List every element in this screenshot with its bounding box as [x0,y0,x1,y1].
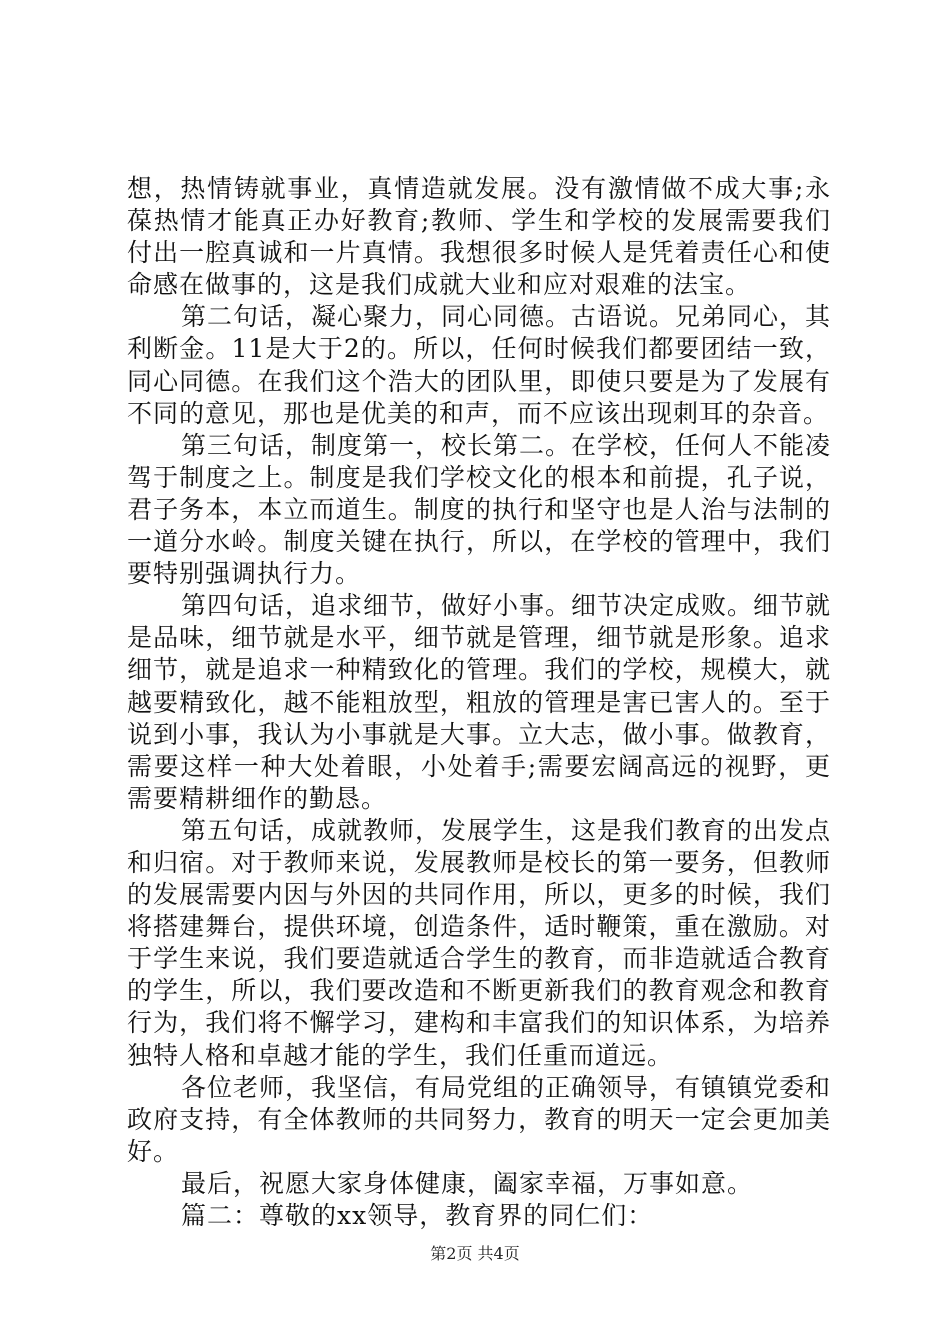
paragraph-fifth-point: 第五句话，成就教师，发展学生，这是我们教育的出发点和归宿。对于教师来说，发展教师是校长的第一要务，但教师的发展需要内因与外因的共同作用，所以，更多的时候，我们将搭建舞台，提供环境，创造条件，适时鞭策，重在激励。对于学生来说，我们要造就适合学生的教育，而非造就适合教育的学生，所以，我们要改造和不断更新我们的教育观念和教育行为，我们将不懈学习，建构和丰富我们的知识体系，为培养独特人格和卓越才能的学生，我们任重而道远。 [127,815,832,1070]
paragraph-second-point: 第二句话，凝心聚力，同心同德。古语说。兄弟同心，其利断金。11是大于2的。所以，任何时候我们都要团结一致，同心同德。在我们这个浩大的团队里，即使只要是为了发展有不同的意见，那也是优美的和声，而不应该出现刺耳的杂音。 [127,302,832,428]
page-number-footer: 第2页 共4页 [430,1244,520,1263]
paragraph-third-point: 第三句话，制度第一，校长第二。在学校，任何人不能凌驾于制度之上。制度是我们学校文化的根本和前提，孔子说，君子务本，本立而道生。制度的执行和坚守也是人治与法制的一道分水岭。制度关键在执行，所以，在学校的管理中，我们要特别强调执行力。 [127,430,832,589]
paragraph-belief: 各位老师，我坚信，有局党组的正确领导，有镇镇党委和政府支持，有全体教师的共同努力，教育的明天一定会更加美好。 [127,1072,832,1166]
paragraph-part-two-heading: 篇二：尊敬的xx领导，教育界的同仁们： [181,1201,654,1230]
paragraph-fourth-point: 第四句话，追求细节，做好小事。细节决定成败。细节就是品味，细节就是水平，细节就是管理，细节就是形象。追求细节，就是追求一种精致化的管理。我们的学校，规模大，就越要精致化，越不能粗放型，粗放的管理是害已害人的。至于说到小事，我认为小事就是大事。立大志，做小事。做教育，需要这样一种大处着眼，小处着手;需要宏阔高远的视野，更需要精耕细作的勤恳。 [127,591,832,813]
document-body [127,173,831,1232]
paragraph-closing-wish: 最后，祝愿大家身体健康，阖家幸福，万事如意。 [181,1168,754,1198]
paragraph-continuation: 想，热情铸就事业，真情造就发展。没有激情做不成大事;永葆热情才能真正办好教育;教师、学生和学校的发展需要我们付出一腔真诚和一片真情。我想很多时候人是凭着责任心和使命感在做事的，这是我们成就大业和应对艰难的法宝。 [127,174,831,300]
